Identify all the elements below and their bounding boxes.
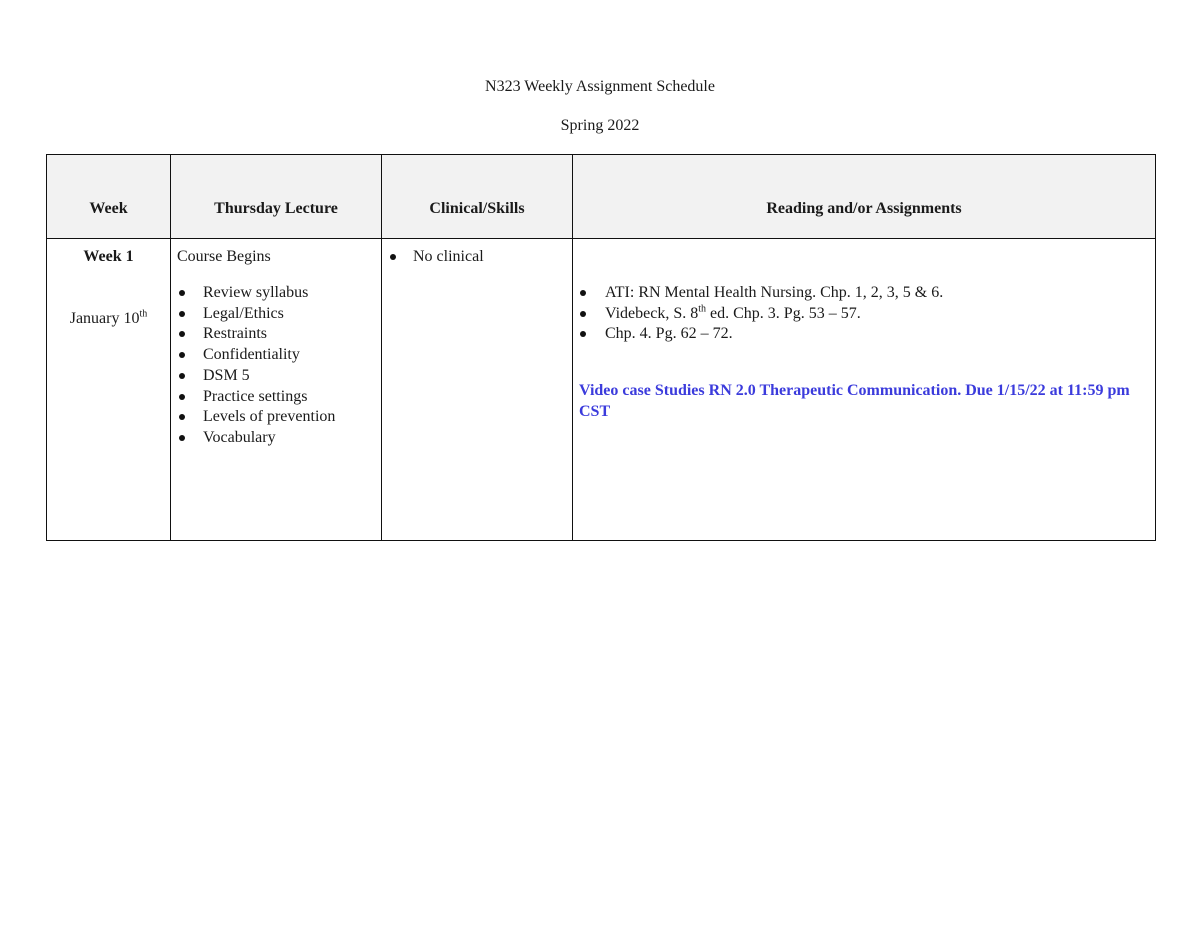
reading-list	[573, 283, 1155, 345]
cell-clinical	[382, 239, 573, 541]
document-title: N323 Weekly Assignment Schedule	[485, 78, 715, 95]
table-header-row	[47, 155, 1156, 239]
reading-edition-suffix: th	[698, 303, 707, 315]
list-item: Legal/Ethics	[171, 304, 381, 325]
list-item: Practice settings	[171, 387, 381, 408]
lecture-heading: Course Begins	[177, 248, 271, 265]
cell-lecture	[171, 239, 382, 541]
list-item: Vocabulary	[171, 428, 381, 449]
schedule-table	[46, 154, 1156, 541]
week-date-suffix: th	[139, 308, 148, 320]
table-row	[47, 239, 1156, 541]
list-item	[573, 304, 1155, 325]
lecture-topic-list	[171, 283, 381, 449]
assignment-due-note: Video case Studies RN 2.0 Therapeutic Communication. Due 1/15/22 at 11:59 pm CST	[579, 382, 1130, 420]
cell-week	[47, 239, 171, 541]
header-reading-assignments: Reading and/or Assignments	[573, 155, 1156, 239]
list-item: Review syllabus	[171, 283, 381, 304]
list-item: Restraints	[171, 324, 381, 345]
list-item: ATI: RN Mental Health Nursing. Chp. 1, 2, 3, 5 & 6.	[573, 283, 1155, 304]
list-item: Confidentiality	[171, 345, 381, 366]
list-item: Levels of prevention	[171, 407, 381, 428]
list-item: DSM 5	[171, 366, 381, 387]
list-item: No clinical	[382, 247, 572, 268]
header-clinical-skills: Clinical/Skills	[382, 155, 573, 239]
cell-reading	[573, 239, 1156, 541]
reading-text: Videbeck, S. 8	[605, 304, 699, 322]
header-week: Week	[47, 155, 171, 239]
reading-text: ed. Chp. 3. Pg. 53 – 57.	[706, 304, 861, 322]
week-label: Week 1	[83, 248, 134, 265]
week-date	[47, 309, 170, 329]
week-date-text: January 10	[69, 310, 140, 327]
document-subtitle: Spring 2022	[560, 117, 640, 134]
clinical-list	[382, 247, 572, 268]
list-item: Chp. 4. Pg. 62 – 72.	[573, 324, 1155, 345]
header-thursday-lecture: Thursday Lecture	[171, 155, 382, 239]
